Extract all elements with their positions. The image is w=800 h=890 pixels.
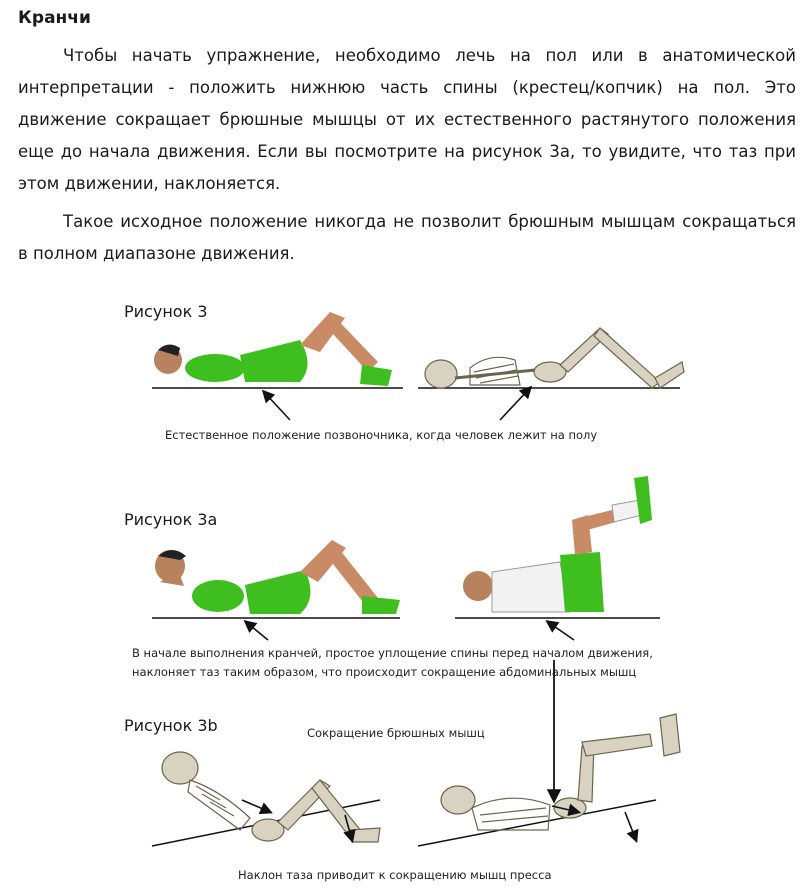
figure-3-label: Рисунок 3 [124,302,208,321]
figure-3-caption: Естественное положение позвоночника, когда человек лежит на полу [165,428,598,442]
figure-3a-caption-line-1: В начале выполнения кранчей, простое уплощение спины перед началом движения, [132,646,653,660]
pointer-arrow [500,388,530,420]
figure-3b-illustration [152,714,680,846]
person-legs-raised-figure [463,476,652,612]
pointer-arrow [246,622,268,640]
figure-3b-caption-top: Сокращение брюшных мышц [307,726,485,740]
pointer-arrow [242,800,270,812]
skeleton-legs-raised-figure [441,714,680,830]
skeleton-crunch-figure [162,752,380,842]
person-lying-figure [154,312,392,386]
section-title: Кранчи [18,8,91,28]
pointer-arrow [625,812,636,840]
paragraph-2: Такое исходное положение никогда не позволит брюшным мышцам сокращаться в полном диапазоне движения. [18,212,796,263]
paragraph-1: Чтобы начать упражнение, необходимо лечь на пол или в анатомической интерпретации - положить нижнюю часть спины (крестец/копчик) на пол. Это движение сокращает брюшные мышцы от их естественного растянутого положения еще до начала движения. Если вы посмотрите на рисунок 3а, то увидите, что таз при этом движении, наклоняется. [18,46,796,193]
figure-3b-label: Рисунок 3b [124,716,218,735]
person-lying-figure [155,540,400,614]
figure-3a-label: Рисунок 3а [124,510,218,529]
skeleton-lying-figure [425,328,684,388]
pointer-arrow [264,392,290,420]
pointer-arrow [548,622,574,640]
figure-3a-caption-line-2: наклоняет таз таким образом, что происходит сокращение абдоминальных мышц [132,665,637,679]
figure-3b-caption-bottom: Наклон таза приводит к сокращению мышц пресса [238,868,552,882]
figure-3-illustration [152,312,684,420]
